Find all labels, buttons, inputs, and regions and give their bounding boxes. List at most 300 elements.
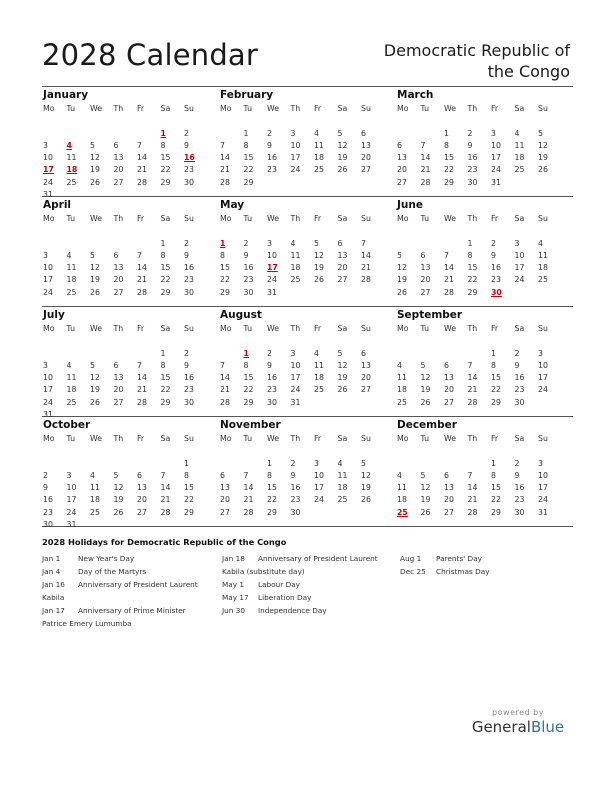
weekday-header: Sa	[514, 434, 525, 443]
blank-cell	[66, 445, 90, 457]
weekday-header: Th	[113, 324, 124, 333]
day-cell: 5	[113, 470, 119, 480]
blank-cell	[89, 115, 113, 127]
day-cell: 19	[538, 153, 548, 163]
month-name: October	[43, 419, 91, 431]
day-cell: 2	[514, 348, 520, 358]
day-cell: 18	[337, 483, 348, 493]
holiday-day: 30	[491, 287, 502, 297]
day-cell: 25	[66, 397, 77, 407]
holiday-day: 17	[267, 263, 278, 273]
day-cell: 14	[361, 250, 371, 260]
day-cell: 26	[337, 385, 348, 395]
holiday-column	[222, 552, 378, 617]
day-cell: 12	[337, 140, 348, 150]
month-name: May	[220, 199, 245, 211]
blank-cell	[42, 445, 66, 457]
holiday-date: Jan 18	[222, 554, 245, 563]
day-cell: 2	[514, 458, 520, 468]
blank-cell	[467, 348, 491, 360]
day-cell: 30	[184, 397, 194, 407]
blank-cell	[219, 115, 243, 127]
day-cell: 4	[290, 238, 296, 248]
month-name: March	[397, 89, 434, 101]
brand-name-part2: Blue	[530, 718, 565, 736]
day-cell: 22	[160, 165, 171, 175]
day-cell: 12	[337, 360, 348, 370]
blank-cell	[66, 225, 90, 237]
weekday-header: Su	[361, 104, 371, 113]
weekday-header: Fr	[137, 214, 145, 223]
blank-cell	[514, 225, 538, 237]
day-cell: 16	[514, 483, 525, 493]
day-cell: 7	[361, 238, 366, 248]
day-cell: 27	[113, 177, 124, 187]
day-cell: 21	[243, 495, 254, 505]
holiday-day: 1	[220, 238, 226, 248]
day-cell: 13	[113, 153, 124, 163]
day-cell: 29	[267, 507, 277, 517]
weekday-header: Su	[361, 214, 371, 223]
day-cell: 14	[160, 483, 171, 493]
day-cell: 20	[361, 153, 371, 163]
day-cell: 5	[337, 348, 343, 358]
day-cell: 29	[467, 287, 478, 297]
weekday-header: Tu	[420, 214, 430, 223]
day-cell: 3	[43, 140, 48, 150]
day-cell: 26	[90, 177, 100, 187]
day-cell: 19	[90, 165, 100, 175]
day-cell: 6	[337, 238, 343, 248]
holiday-day: 1	[160, 128, 166, 138]
weekday-header: Fr	[137, 434, 145, 443]
blank-cell	[266, 225, 290, 237]
day-cell: 11	[314, 140, 324, 150]
holiday-name: New Year's Day	[78, 554, 135, 563]
day-cell: 22	[184, 495, 194, 505]
day-cell: 18	[538, 263, 548, 273]
weekday-header: Mo	[220, 104, 232, 113]
blank-cell	[113, 238, 137, 250]
holiday-date: Jan 17	[42, 606, 65, 615]
weekday-header: Mo	[397, 104, 409, 113]
day-cell: 23	[467, 165, 478, 175]
day-cell: 14	[420, 153, 431, 163]
holiday-item	[222, 578, 378, 591]
day-cell: 19	[420, 495, 431, 505]
weekday-header: We	[444, 434, 457, 443]
blank-cell	[337, 335, 361, 347]
day-cell: 21	[220, 385, 230, 395]
day-cell: 30	[290, 507, 301, 517]
holiday-item	[222, 604, 378, 617]
month-row	[42, 86, 573, 200]
blank-cell	[360, 445, 384, 457]
day-cell: 4	[90, 470, 95, 480]
day-cell: 13	[337, 250, 348, 260]
day-cell: 9	[514, 470, 520, 480]
weekday-header: We	[444, 104, 457, 113]
weekday-header: Mo	[220, 324, 232, 333]
day-cell: 11	[66, 373, 77, 383]
day-cell: 5	[314, 238, 319, 248]
blank-cell	[136, 445, 160, 457]
day-cell: 18	[314, 373, 324, 383]
day-cell: 27	[113, 397, 124, 407]
holiday-name: Day of the Martyrs	[78, 567, 147, 576]
blank-cell	[420, 458, 444, 470]
blank-cell	[136, 348, 160, 360]
day-cell: 20	[397, 165, 407, 175]
day-cell: 17	[514, 263, 525, 273]
day-cell: 31	[267, 287, 277, 297]
blank-cell	[443, 225, 467, 237]
blank-cell	[113, 115, 137, 127]
day-cell: 14	[220, 373, 230, 383]
day-cell: 19	[337, 153, 348, 163]
day-cell: 30	[43, 520, 53, 530]
weekday-header: We	[90, 214, 103, 223]
blank-cell	[160, 445, 184, 457]
day-cell: 13	[444, 373, 454, 383]
day-cell: 24	[43, 287, 53, 297]
powered-by-text: powered by	[492, 708, 544, 717]
day-cell: 13	[220, 483, 230, 493]
weekday-header: Mo	[397, 434, 409, 443]
blank-cell	[136, 115, 160, 127]
blank-cell	[219, 128, 243, 140]
day-cell: 18	[66, 275, 77, 285]
blank-cell	[313, 335, 337, 347]
blank-cell	[443, 445, 467, 457]
weekday-header: Th	[113, 434, 124, 443]
day-cell: 8	[267, 470, 272, 480]
day-cell: 29	[160, 397, 171, 407]
weekday-header: Su	[184, 104, 194, 113]
day-cell: 27	[361, 165, 371, 175]
blank-cell	[42, 348, 66, 360]
day-cell: 22	[220, 275, 230, 285]
day-cell: 7	[137, 140, 142, 150]
day-cell: 25	[290, 275, 301, 285]
day-cell: 28	[361, 275, 371, 285]
holiday-item	[42, 552, 198, 565]
day-cell: 12	[90, 373, 100, 383]
day-cell: 6	[113, 250, 119, 260]
blank-cell	[396, 335, 420, 347]
blank-cell	[66, 128, 90, 140]
day-cell: 30	[184, 287, 194, 297]
holiday-item	[42, 617, 198, 630]
weekday-header: Mo	[397, 324, 409, 333]
day-cell: 19	[90, 385, 100, 395]
blank-cell	[42, 238, 66, 250]
month-name: August	[220, 309, 262, 321]
blank-cell	[420, 238, 444, 250]
weekday-header: Su	[184, 214, 194, 223]
day-cell: 16	[184, 263, 194, 273]
blank-cell	[89, 128, 113, 140]
blank-cell	[183, 445, 207, 457]
day-cell: 2	[267, 128, 272, 138]
day-cell: 25	[538, 275, 548, 285]
blank-cell	[443, 115, 467, 127]
weekday-header: Tu	[66, 104, 76, 113]
day-cell: 26	[420, 507, 431, 517]
day-cell: 5	[420, 360, 426, 370]
blank-cell	[420, 348, 444, 360]
blank-cell	[313, 445, 337, 457]
day-cell: 20	[113, 385, 124, 395]
blank-cell	[89, 238, 113, 250]
blank-cell	[136, 225, 160, 237]
holiday-date: Jan 1	[42, 554, 61, 563]
weekday-header: Tu	[243, 104, 253, 113]
day-cell: 25	[90, 507, 100, 517]
blank-cell	[66, 458, 90, 470]
month-name: April	[43, 199, 72, 211]
day-cell: 5	[361, 458, 366, 468]
blank-cell	[66, 115, 90, 127]
day-cell: 29	[184, 507, 194, 517]
day-cell: 27	[444, 397, 454, 407]
weekday-header: We	[267, 104, 280, 113]
day-cell: 15	[491, 483, 501, 493]
weekday-header: Tu	[243, 214, 253, 223]
day-cell: 5	[337, 128, 343, 138]
day-cell: 17	[290, 153, 301, 163]
day-cell: 4	[314, 128, 319, 138]
day-cell: 5	[538, 128, 543, 138]
month-row	[42, 196, 573, 306]
day-cell: 17	[290, 373, 301, 383]
day-cell: 15	[243, 373, 254, 383]
blank-cell	[443, 238, 467, 250]
month-december	[396, 417, 573, 526]
holiday-day: 1	[243, 348, 249, 358]
day-cell: 3	[267, 238, 272, 248]
day-cell: 11	[538, 250, 548, 260]
weekday-header: Fr	[491, 214, 499, 223]
blank-cell	[113, 458, 137, 470]
day-cell: 24	[290, 385, 301, 395]
day-cell: 16	[43, 495, 53, 505]
weekday-header: Su	[538, 214, 548, 223]
weekday-header: Tu	[66, 324, 76, 333]
day-cell: 8	[243, 140, 249, 150]
blank-cell	[290, 445, 314, 457]
day-cell: 23	[267, 385, 277, 395]
month-january	[42, 87, 219, 200]
weekday-header: Sa	[337, 434, 348, 443]
weekday-header: Su	[361, 434, 371, 443]
day-cell: 22	[267, 495, 277, 505]
day-cell: 18	[314, 153, 324, 163]
month-june	[396, 197, 573, 306]
day-cell: 9	[290, 470, 296, 480]
day-cell: 18	[397, 495, 407, 505]
holiday-name: Patrice Emery Lumumba	[42, 619, 132, 628]
day-cell: 17	[43, 385, 53, 395]
blank-cell	[396, 445, 420, 457]
holiday-column	[400, 552, 490, 578]
blank-cell	[420, 225, 444, 237]
day-cell: 11	[397, 483, 407, 493]
day-cell: 10	[491, 140, 501, 150]
day-cell: 8	[160, 140, 166, 150]
blank-cell	[42, 128, 66, 140]
day-cell: 3	[514, 238, 520, 248]
weekday-header: We	[90, 104, 103, 113]
holiday-day: 18	[66, 165, 78, 175]
day-cell: 15	[184, 483, 194, 493]
country-line-2: the Congo	[487, 62, 570, 81]
weekday-header: Fr	[314, 434, 322, 443]
day-cell: 17	[314, 483, 324, 493]
day-cell: 3	[538, 348, 543, 358]
day-cell: 12	[90, 263, 100, 273]
day-cell: 30	[184, 177, 194, 187]
day-cell: 30	[267, 397, 277, 407]
blank-cell	[537, 445, 561, 457]
day-cell: 2	[184, 238, 189, 248]
day-cell: 23	[184, 165, 194, 175]
blank-cell	[467, 115, 491, 127]
day-cell: 2	[43, 470, 48, 480]
day-cell: 31	[290, 397, 301, 407]
day-cell: 9	[267, 140, 272, 150]
day-cell: 17	[66, 495, 77, 505]
blank-cell	[514, 115, 538, 127]
blank-cell	[467, 335, 491, 347]
weekday-header: Th	[113, 214, 124, 223]
weekday-header: Sa	[160, 214, 171, 223]
day-cell: 24	[43, 177, 53, 187]
day-cell: 13	[361, 140, 371, 150]
day-cell: 25	[514, 165, 525, 175]
blank-cell	[42, 115, 66, 127]
day-cell: 7	[467, 360, 473, 370]
day-cell: 7	[220, 140, 225, 150]
day-cell: 28	[243, 507, 254, 517]
month-november	[219, 417, 396, 526]
day-cell: 1	[160, 238, 166, 248]
day-cell: 20	[420, 275, 431, 285]
blank-cell	[537, 225, 561, 237]
day-cell: 28	[160, 507, 171, 517]
day-cell: 29	[444, 177, 454, 187]
day-cell: 7	[160, 470, 166, 480]
day-cell: 16	[467, 153, 478, 163]
weekday-header: Mo	[220, 214, 232, 223]
day-cell: 7	[444, 250, 449, 260]
day-cell: 13	[113, 263, 124, 273]
blank-cell	[219, 335, 243, 347]
day-cell: 24	[514, 275, 525, 285]
day-cell: 4	[66, 360, 72, 370]
day-cell: 25	[66, 177, 77, 187]
day-cell: 16	[184, 373, 194, 383]
day-cell: 11	[514, 140, 525, 150]
day-grid	[42, 103, 219, 201]
day-cell: 6	[113, 360, 119, 370]
blank-cell	[266, 445, 290, 457]
day-cell: 7	[467, 470, 473, 480]
blank-cell	[490, 115, 514, 127]
blank-cell	[337, 225, 361, 237]
day-cell: 9	[491, 250, 496, 260]
blank-cell	[420, 445, 444, 457]
blank-cell	[136, 238, 160, 250]
day-cell: 4	[397, 470, 402, 480]
blank-cell	[420, 115, 444, 127]
brand-name-part1: General	[471, 718, 531, 736]
blank-cell	[396, 238, 420, 250]
day-cell: 14	[467, 373, 478, 383]
blank-cell	[537, 115, 561, 127]
day-cell: 22	[160, 275, 171, 285]
day-cell: 9	[184, 360, 189, 370]
month-name: February	[220, 89, 274, 101]
day-cell: 19	[314, 263, 324, 273]
day-cell: 6	[444, 470, 449, 480]
day-cell: 8	[160, 360, 166, 370]
day-cell: 26	[90, 287, 100, 297]
blank-cell	[66, 238, 90, 250]
holiday-item	[42, 565, 198, 578]
blank-cell	[313, 225, 337, 237]
day-cell: 20	[113, 165, 124, 175]
weekday-header: Su	[538, 324, 548, 333]
blank-cell	[160, 335, 184, 347]
day-cell: 17	[538, 483, 548, 493]
day-cell: 23	[184, 275, 194, 285]
day-cell: 27	[113, 287, 124, 297]
blank-cell	[490, 445, 514, 457]
day-cell: 4	[337, 458, 343, 468]
day-cell: 14	[444, 263, 454, 273]
day-cell: 29	[491, 397, 501, 407]
holiday-day: 16	[184, 153, 195, 163]
day-cell: 11	[66, 263, 77, 273]
weekday-header: Fr	[314, 324, 322, 333]
day-cell: 11	[90, 483, 100, 493]
weekday-header: Su	[538, 434, 548, 443]
day-cell: 21	[220, 165, 230, 175]
holiday-item	[222, 552, 378, 565]
day-cell: 12	[420, 483, 431, 493]
day-cell: 1	[444, 128, 449, 138]
day-cell: 29	[243, 177, 254, 187]
blank-cell	[266, 335, 290, 347]
blank-cell	[66, 335, 90, 347]
day-grid	[396, 103, 573, 189]
blank-cell	[42, 335, 66, 347]
day-cell: 10	[267, 250, 277, 260]
month-may	[219, 197, 396, 306]
day-cell: 8	[467, 250, 473, 260]
weekday-header: We	[267, 434, 280, 443]
weekday-header: Th	[290, 214, 301, 223]
blank-cell	[396, 348, 420, 360]
blank-cell	[420, 128, 444, 140]
day-cell: 30	[467, 177, 478, 187]
day-grid	[42, 323, 219, 421]
day-cell: 15	[267, 483, 277, 493]
weekday-header: Sa	[337, 324, 348, 333]
day-cell: 10	[43, 373, 53, 383]
month-august	[219, 307, 396, 416]
